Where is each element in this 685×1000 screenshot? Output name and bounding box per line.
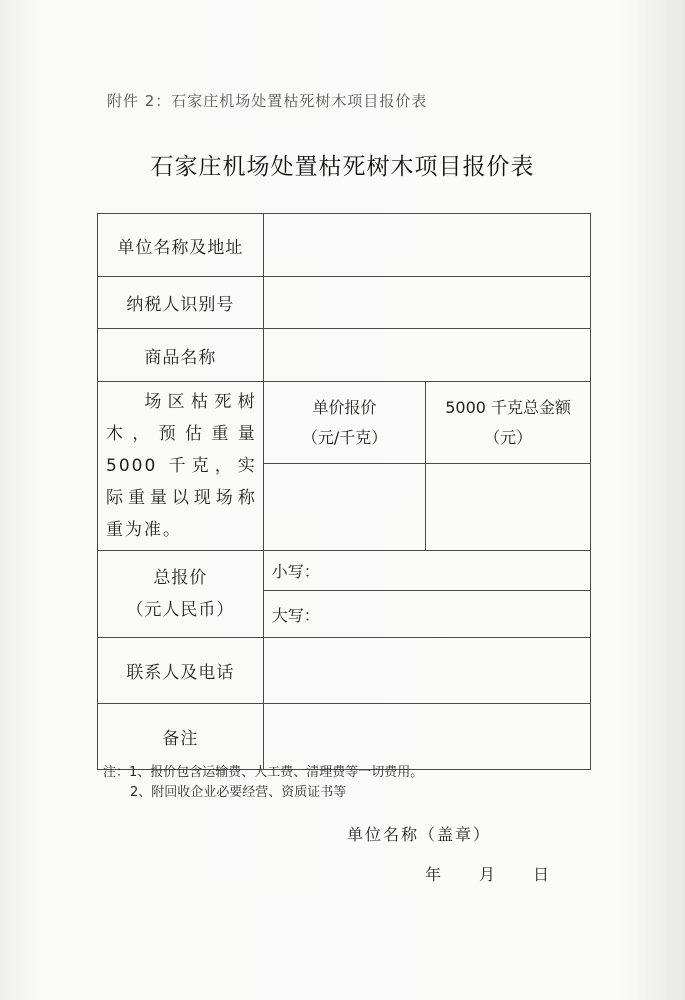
row-product: [98, 329, 591, 382]
total-amount-header: [426, 382, 591, 464]
uppercase-amount-field[interactable]: [263, 591, 590, 638]
date-year: 年: [425, 865, 442, 884]
attachment-line: 附件 2：石家庄机场处置枯死树木项目报价表: [107, 92, 428, 110]
total-amount-unit: （元）: [484, 427, 533, 447]
unit-price-unit: （元/千克）: [301, 427, 388, 447]
company-name-address-label: 单位名称及地址: [98, 214, 264, 277]
quotation-table: [97, 213, 591, 770]
unit-price-label: 单价报价: [312, 397, 377, 417]
date-month: 月: [479, 865, 496, 884]
total-amount-field[interactable]: [426, 464, 591, 551]
notes: [103, 763, 423, 803]
taxpayer-id-field[interactable]: [263, 277, 590, 329]
total-quote-title: 总报价: [153, 568, 208, 588]
row-total-lower: [98, 551, 591, 591]
total-quote-unit: （元人民币）: [126, 600, 235, 620]
date-line: [425, 862, 549, 885]
taxpayer-id-label: 纳税人识别号: [98, 277, 264, 329]
document-title: 石家庄机场处置枯死树木项目报价表: [150, 154, 535, 180]
row-contact: [98, 638, 591, 704]
product-name-label: 商品名称: [98, 329, 264, 382]
remarks-field[interactable]: [263, 704, 590, 770]
company-seal-line: 单位名称（盖章）: [347, 825, 492, 844]
lowercase-amount-field[interactable]: [263, 551, 590, 591]
remarks-label: 备注: [98, 704, 264, 770]
note-1: 注：1、报价包含运输费、人工费、清理费等一切费用。: [103, 765, 424, 780]
row-company: [98, 214, 591, 277]
row-price-header: [98, 382, 591, 464]
lowercase-label: 小写：: [271, 562, 320, 581]
product-name-field[interactable]: [263, 329, 590, 382]
company-name-address-field[interactable]: [263, 214, 590, 277]
contact-field[interactable]: [263, 638, 590, 704]
uppercase-label: 大写：: [271, 605, 320, 625]
row-remarks: [98, 704, 591, 770]
date-day: 日: [533, 865, 550, 884]
unit-price-header: [263, 382, 426, 464]
contact-label: 联系人及电话: [98, 638, 264, 704]
note-2: 2、附回收企业必要经营、资质证书等: [130, 785, 347, 800]
unit-price-field[interactable]: [263, 464, 426, 551]
total-quote-label: [98, 551, 264, 638]
row-taxpayer: [98, 277, 591, 329]
item-description: 场区枯死树木，预估重量 5000 千克，实际重量以现场称重为准。: [98, 382, 264, 551]
total-amount-label: 5000 千克总金额: [445, 397, 572, 417]
